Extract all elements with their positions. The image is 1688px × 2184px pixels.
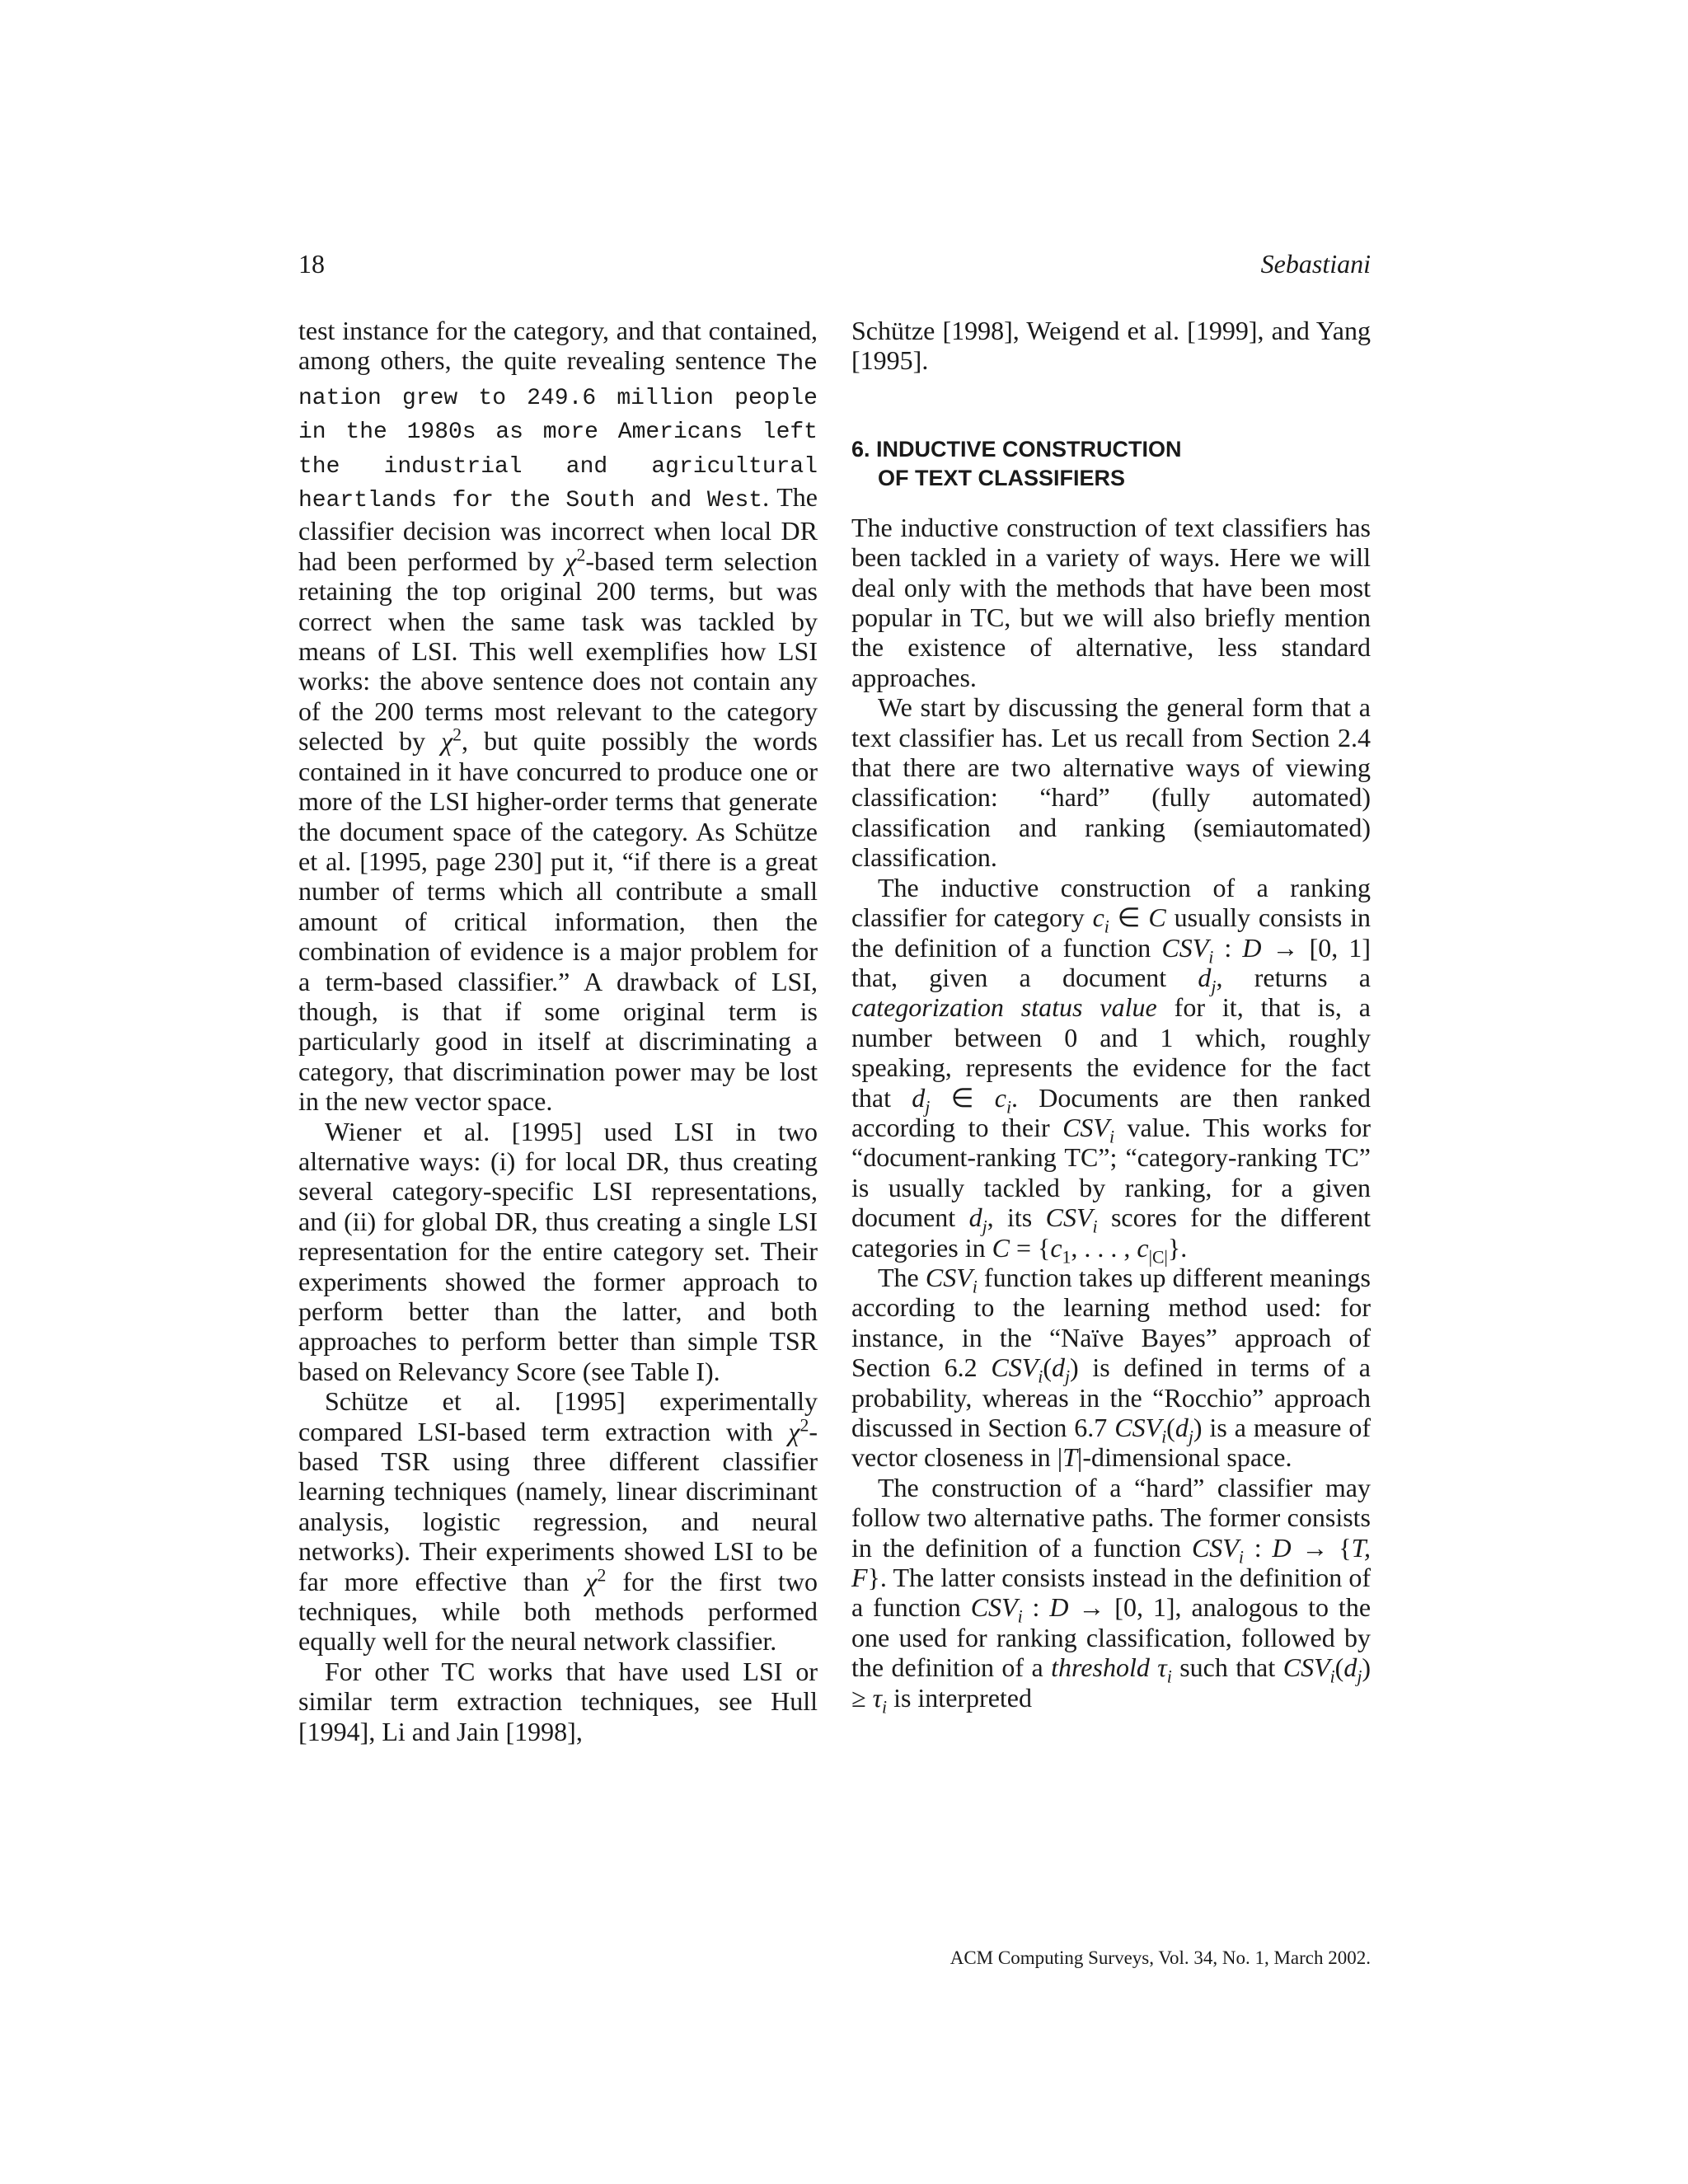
section-heading: 6. INDUCTIVE CONSTRUCTION OF TEXT CLASSIFIERS [851,436,1182,490]
paragraph: The inductive construction of a ranking classifier for category $c_i$ ∈ C usually consists in the definition of a function $CSV_i$ : D → [0, 1] that, given a document $d_j$, returns a categorization status value for it, that is, a number between 0 and 1 which, roughly speaking, represents the evidence for the fact that $d_j$ ∈ $c_i$. Documents are then ranked according to their $CSV_i$ value. This works for “document-ranking TC”; “category-ranking TC” is usually tackled by ranking, for a given document $d_j$, its $CSV_i$ scores for the different categories in $C = \{c_1$, . . . , $c_{|C|}$}. [851,872,1372,1267]
paragraph: Schütze [1998], Weigend et al. [1999], and Yang [1995]. [851,316,1371,376]
left-column [298,316,818,1746]
paragraph: We start by discussing the general form that a text classifier has. Let us recall from Section 2.4 that there are two alternative ways of viewing classification: “hard” (fully automated) classification and ranking (semiautomated) classification. [851,692,1371,873]
paragraph: The inductive construction of text classifiers has been tackled in a variety of ways. Here we will deal only with the methods that have been most popular in TC, but we will also briefly mention the existence of alternative, less standard approaches. [851,512,1371,692]
page-number: 18 [298,249,325,279]
paragraph: The construction of a “hard” classifier may follow two alternative paths. The former consists in the definition of a function $CSV_i$ : D → {T, F}. The latter consists instead in the definition of a function $CSV_i$ : D → [0, 1], analogous to the one used for ranking classification, followed by the definition of a threshold $\tau_i$ such that $CSV_i(d_j) \ge \tau_i$ is interpreted [851,1472,1372,1718]
paragraph: Schütze et al. [1995] experimentally compared LSI-based term extraction with $\chi^2$-based TSR using three different classifier learning techniques (namely, linear discriminant analysis, logistic regression, and neural networks). Their experiments showed LSI to be far more effective than $\chi^2$ for the first two techniques, while both methods performed equally well for the neural network classifier. [298,1386,818,1657]
running-head-author: Sebastiani [1260,249,1371,279]
paragraph: The $CSV_i$ function takes up different meanings according to the learning method used: for instance, in the “Naïve Bayes” approach of Section 6.2 $CSV_i(d_j)$ is defined in terms of a probability, whereas in the “Rocchio” approach discussed in Section 6.7 $CSV_i(d_j)$ is a measure of vector closeness in |T|-dimensional space. [851,1262,1372,1473]
right-column [851,316,1372,1718]
journal-footer: ACM Computing Surveys, Vol. 34, No. 1, March 2002. [950,1947,1371,1968]
paragraph: Wiener et al. [1995] used LSI in two alternative ways: (i) for local DR, thus creating several category-specific LSI representations, and (ii) for global DR, thus creating a single LSI representation for the entire category set. Their experiments showed the former approach to perform better than the latter, and both approaches to perform better than simple TSR based on Relevancy Score (see Table I). [298,1116,818,1386]
code-sentence: The nation grew to 249.6 million people in the 1980s as more Americans left the industrial and agricultural heartlands for the South and West [298,351,818,514]
paragraph: For other TC works that have used LSI or similar term extraction techniques, see Hull [1994], Li and Jain [1998], [298,1656,818,1746]
paragraph: test instance for the category, and that contained, among others, the quite revealing sentence The nation grew to 249.6 million people in the 1980s as more Americans left the industrial and agricultural heartlands for the South and West. The classifier decision was incorrect when local DR had been performed by $\chi^2$-based term selection retaining the top original 200 terms, but was correct when the same task was tackled by means of LSI. This well exemplifies how LSI works: the above sentence does not contain any of the 200 terms most relevant to the category selected by $\chi^2$, but quite possibly the words contained in it have concurred to produce one or more of the LSI higher-order terms that generate the document space of the category. As Schütze et al. [1995, page 230] put it, “if there is a great number of terms which all contribute a small amount of critical information, then the combination of evidence is a major problem for a term-based classifier.” A drawback of LSI, though, is that if some original term is particularly good in itself at discriminating a category, that discrimination power may be lost in the new vector space. [298,316,818,1117]
